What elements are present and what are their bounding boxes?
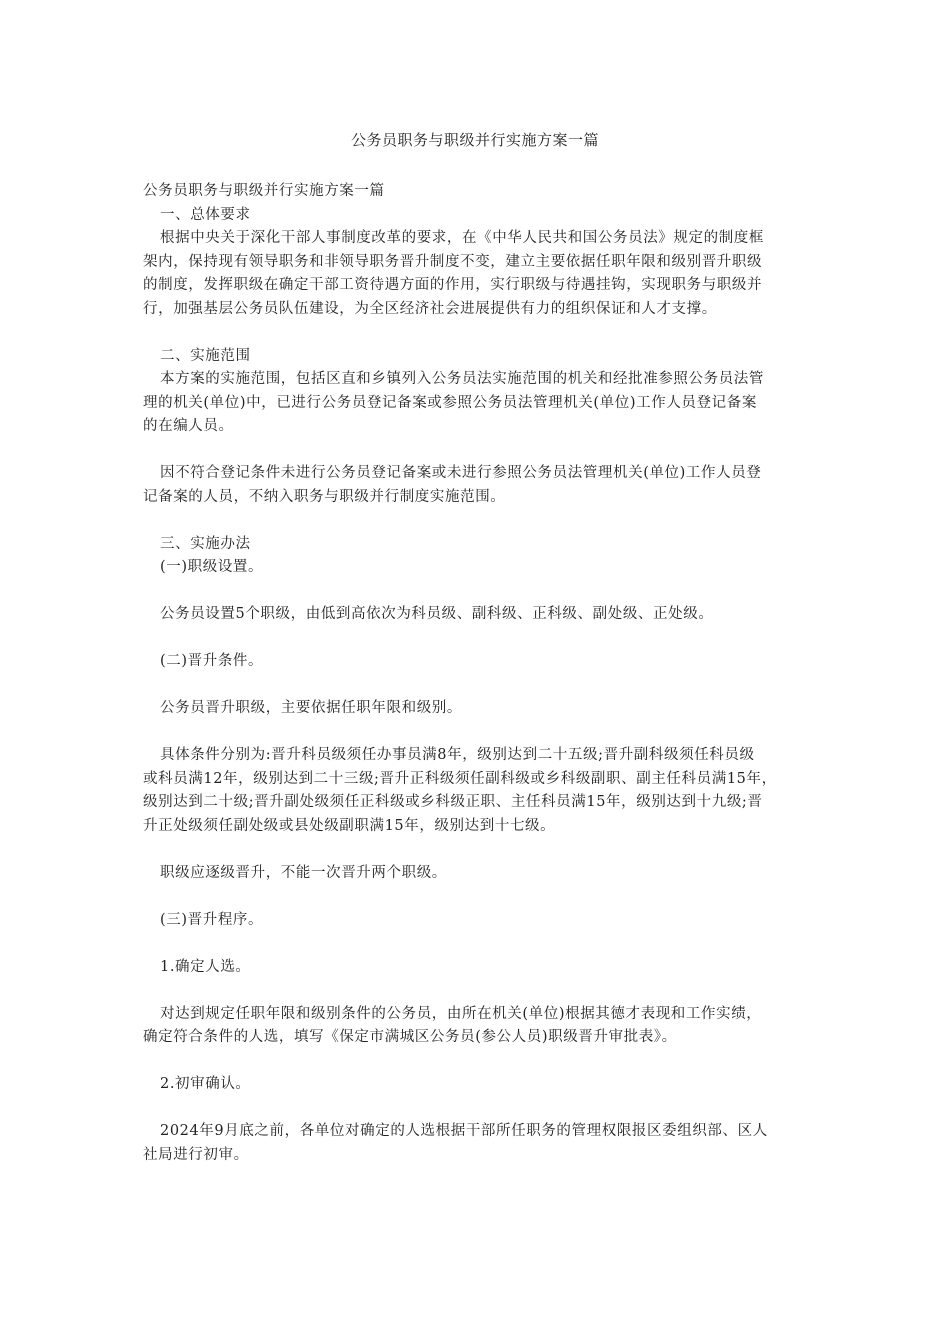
paragraph-gap	[143, 721, 808, 745]
subsection-heading: (一)职级设置。	[160, 559, 264, 575]
paragraph-gap	[143, 838, 808, 862]
paragraph-line: 对达到规定任职年限和级别条件的公务员，由所在机关(单位)根据其德才表现和工作实绩，	[160, 1005, 762, 1022]
section-heading-2: 二、实施范围	[160, 347, 251, 364]
paragraph-gap	[143, 509, 808, 533]
paragraph-line: 公务员设置5个职级，由低到高依次为科员级、副科级、正科级、副处级、正处级。	[160, 606, 714, 622]
paragraph-line: 因不符合登记条件未进行公务员登记备案或未进行参照公务员法管理机关(单位)工作人员登	[160, 465, 762, 481]
paragraph-line: 架内，保持现有领导职务和非领导职务晋升制度不变，建立主要依据任职年限和级别晋升职级	[143, 253, 763, 270]
paragraph-gap	[143, 932, 808, 956]
paragraph-gap	[143, 627, 808, 651]
subsection-heading: (二)晋升条件。	[160, 653, 264, 669]
paragraph-gap	[143, 1050, 808, 1074]
section-heading-3: 三、实施办法	[160, 535, 251, 552]
paragraph-line: 具体条件分别为:晋升科员级须任办事员满8年，级别达到二十五级;晋升副科级须任科员级	[160, 747, 755, 763]
body-heading: 公务员职务与职级并行实施方案一篇	[143, 183, 385, 199]
step-heading: 1.确定人选。	[160, 958, 251, 975]
paragraph-gap	[143, 580, 808, 604]
paragraph-line: 职级应逐级晋升，不能一次晋升两个职级。	[160, 864, 447, 881]
paragraph-line: 或科员满12年，级别达到二十三级;晋升正科级须任副科级或乡科级副职、副主任科员满15年，	[143, 770, 777, 787]
paragraph-gap	[143, 674, 808, 698]
paragraph-line: 确定符合条件的人选，填写《保定市满城区公务员(参公人员)职级晋升审批表》。	[143, 1029, 677, 1045]
paragraph-line: 公务员晋升职级，主要依据任职年限和级别。	[160, 700, 462, 716]
paragraph-line: 的制度，发挥职级在确定干部工资待遇方面的作用，实行职级与待遇挂钩，实现职务与职级并	[143, 277, 763, 293]
paragraph-line: 理的机关(单位)中，已进行公务员登记备案或参照公务员法管理机关(单位)工作人员登记备案	[143, 394, 757, 411]
paragraph-line: 行，加强基层公务员队伍建设，为全区经济社会进展提供有力的组织保证和人才支撑。	[143, 300, 717, 317]
paragraph-line: 社局进行初审。	[143, 1146, 249, 1163]
document-body	[143, 180, 808, 1167]
paragraph-gap	[143, 979, 808, 1003]
paragraph-line: 升正处级须任副处级或县处级副职满15年，级别达到十七级。	[143, 817, 556, 834]
paragraph-line: 级别达到二十级;晋升副处级须任正科级或乡科级正职、主任科员满15年，级别达到十九级;晋	[143, 794, 763, 810]
step-heading: 2.初审确认。	[160, 1076, 251, 1092]
paragraph-gap	[143, 885, 808, 909]
document-title: 公务员职务与职级并行实施方案一篇	[350, 131, 599, 149]
paragraph-line: 本方案的实施范围，包括区直和乡镇列入公务员法实施范围的机关和经批准参照公务员法管	[160, 371, 764, 387]
section-heading-1: 一、总体要求	[160, 206, 251, 223]
paragraph-line: 2024年9月底之前，各单位对确定的人选根据干部所任职务的管理权限报区委组织部、区人	[160, 1123, 768, 1139]
subsection-heading: (三)晋升程序。	[160, 911, 264, 928]
paragraph-line: 的在编人员。	[143, 418, 234, 434]
paragraph-line: 根据中央关于深化干部人事制度改革的要求，在《中华人民共和国公务员法》规定的制度框	[160, 230, 764, 246]
paragraph-line: 记备案的人员，不纳入职务与职级并行制度实施范围。	[143, 488, 506, 505]
paragraph-gap	[143, 439, 808, 463]
paragraph-gap	[143, 321, 808, 345]
paragraph-gap	[143, 1097, 808, 1121]
